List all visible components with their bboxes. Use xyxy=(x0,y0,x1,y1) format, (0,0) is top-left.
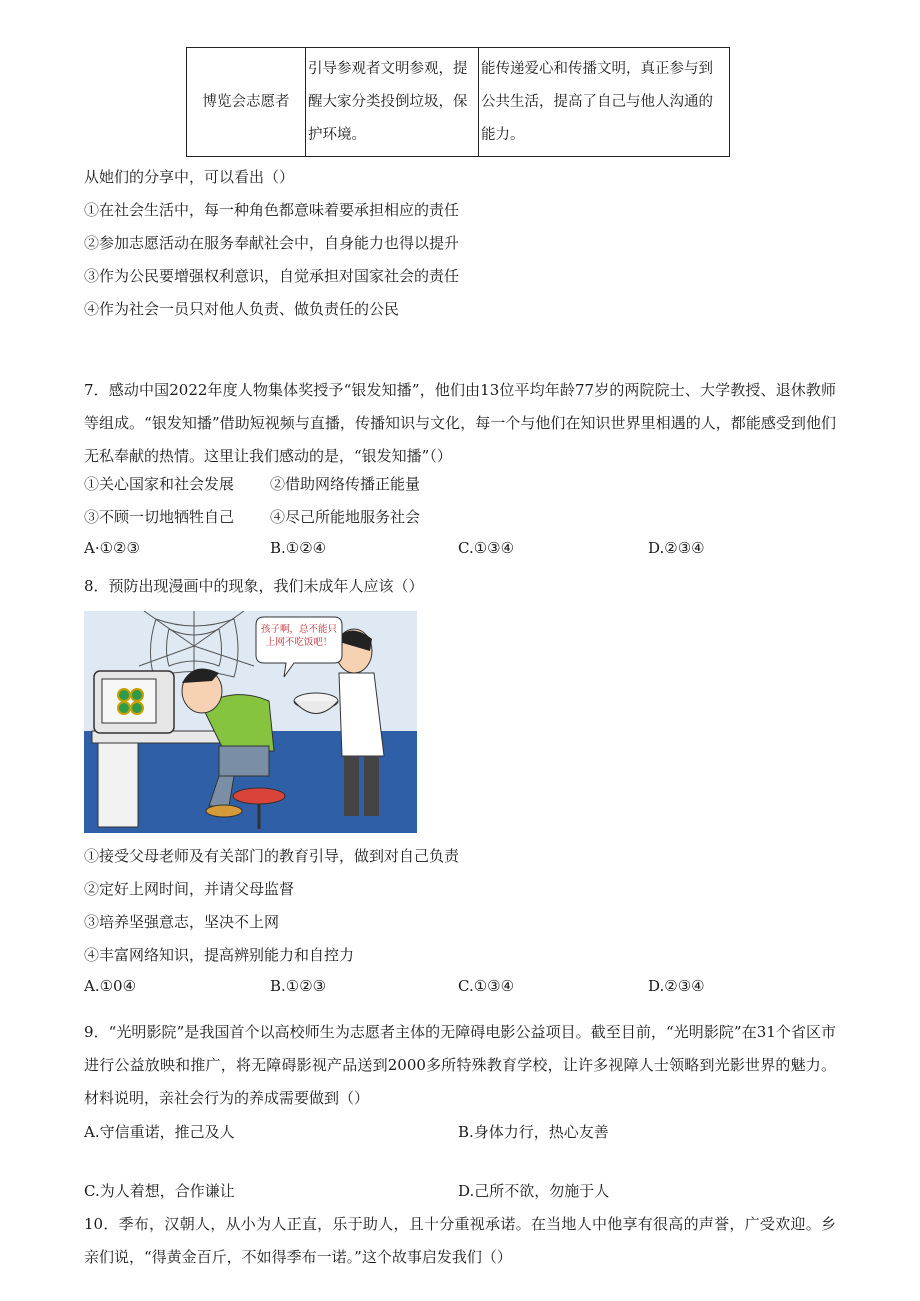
q6-stem: 从她们的分享中，可以看出（） xyxy=(84,168,295,186)
q6-item-3: ③作为公民要增强权利意识，自觉承担对国家社会的责任 xyxy=(84,267,460,285)
computer-icon xyxy=(94,671,174,733)
q7-item-2: ②借助网络传播正能量 xyxy=(270,475,421,493)
q7-option-c: C.①③④ xyxy=(458,539,515,557)
speech-bubble-text: 孩子啊，总不能只上网不吃饭吧！ xyxy=(260,624,337,648)
volunteer-table xyxy=(186,47,730,157)
q8-item-4: ④丰富网络知识，提高辨别能力和自控力 xyxy=(84,946,355,964)
internet-addiction-cartoon xyxy=(84,611,417,833)
q7-item-3: ③不顾一切地牺牲自己 xyxy=(84,508,235,526)
q6-item-2: ②参加志愿活动在服务奉献社会中，自身能力也得以提升 xyxy=(84,234,460,252)
q7-item-4: ④尽己所能地服务社会 xyxy=(270,508,421,526)
table-cell-gain: 能传递爱心和传播文明，真正参与到公共生活，提高了自己与他人沟通的能力。 xyxy=(479,48,730,157)
q8-stem: 8．预防出现漫画中的现象，我们未成年人应该（） xyxy=(84,577,424,595)
q8-option-b: B.①②③ xyxy=(270,977,327,995)
q7-stem: 7．感动中国2022年度人物集体奖授予“银发知播”，他们由13位平均年龄77岁的两院院士、大学教授、退休教师等组成。“银发知播”借助短视频与直播，传播知识与文化，每一个与他们在知识世界里相遇的人，都能感受到他们无私奉献的热情。这里让我们感动的是，“银发知播”（） xyxy=(84,381,836,465)
q9-option-a: A.守信重诺，推己及人 xyxy=(84,1123,235,1141)
q7-option-a: A·①②③ xyxy=(84,539,140,557)
q8-item-3: ③培养坚强意志，坚决不上网 xyxy=(84,913,280,931)
q8-option-c: C.①③④ xyxy=(458,977,515,995)
q8-item-1: ①接受父母老师及有关部门的教育引导，做到对自己负责 xyxy=(84,847,460,865)
q6-item-1: ①在社会生活中，每一种角色都意味着要承担相应的责任 xyxy=(84,201,460,219)
q9-option-b: B.身体力行，热心友善 xyxy=(458,1123,609,1141)
q8-option-d: D.②③④ xyxy=(648,977,705,995)
table-cell-role: 博览会志愿者 xyxy=(187,48,306,157)
q7-option-b: B.①②④ xyxy=(270,539,327,557)
q8-item-2: ②定好上网时间，并请父母监督 xyxy=(84,880,295,898)
table-cell-action: 引导参观者文明参观，提醒大家分类投倒垃圾，保护环境。 xyxy=(306,48,479,157)
q6-item-4: ④作为社会一员只对他人负责、做负责任的公民 xyxy=(84,300,400,318)
q7-item-1: ①关心国家和社会发展 xyxy=(84,475,235,493)
q9-stem: 9．“光明影院”是我国首个以高校师生为志愿者主体的无障碍电影公益项目。截至目前，“光明影院”在31个省区市进行公益放映和推广，将无障碍影视产品送到2000多所特殊教育学校，让许多视障人士领略到光影世界的魅力。材料说明，亲社会行为的养成需要做到（） xyxy=(84,1023,836,1107)
q10-stem: 10．季布，汉朝人，从小为人正直，乐于助人，且十分重视承诺。在当地人中他享有很高的声誉，广受欢迎。乡亲们说，“得黄金百斤，不如得季布一诺。”这个故事启发我们（） xyxy=(84,1215,836,1266)
q7-option-d: D.②③④ xyxy=(648,539,705,557)
q8-option-a: A.①0④ xyxy=(84,977,137,995)
q9-option-d: D.己所不欲，勿施于人 xyxy=(458,1182,610,1200)
q9-option-c: C.为人着想，合作谦让 xyxy=(84,1182,235,1200)
table-row xyxy=(187,48,730,157)
